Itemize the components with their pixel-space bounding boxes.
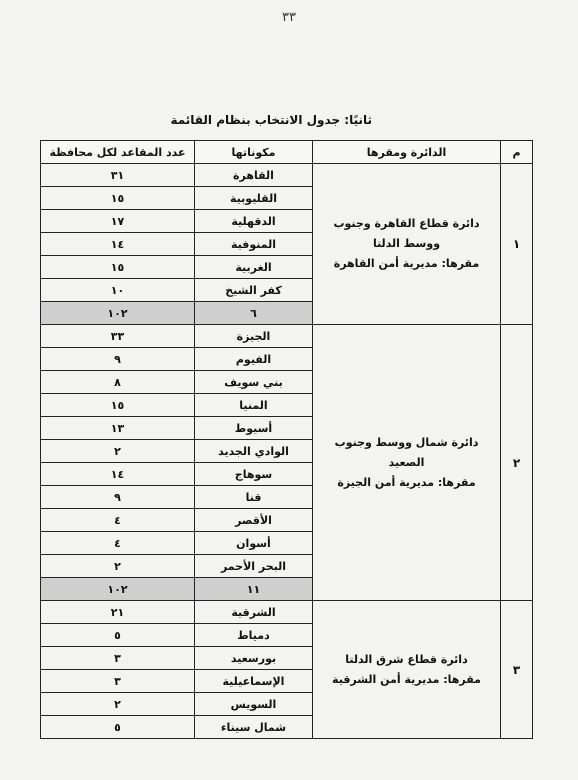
seat-count: ٤ bbox=[41, 509, 195, 532]
seat-count: ٢ bbox=[41, 555, 195, 578]
governorate-name: الوادي الجديد bbox=[195, 440, 313, 463]
seat-count: ٩ bbox=[41, 486, 195, 509]
governorate-name: دمياط bbox=[195, 624, 313, 647]
seat-count: ٣ bbox=[41, 670, 195, 693]
governorate-name: الأقصر bbox=[195, 509, 313, 532]
governorate-name: شمال سيناء bbox=[195, 716, 313, 739]
governorate-name: المنيا bbox=[195, 394, 313, 417]
district-number: ٣ bbox=[501, 601, 533, 739]
seat-count: ٣١ bbox=[41, 164, 195, 187]
header-components: مكوناتها bbox=[195, 141, 313, 164]
election-list-table bbox=[40, 140, 533, 739]
district-number: ١ bbox=[501, 164, 533, 325]
seat-count: ١٣ bbox=[41, 417, 195, 440]
district-number: ٢ bbox=[501, 325, 533, 601]
seat-count: ١٤ bbox=[41, 463, 195, 486]
district-name: دائرة قطاع القاهرة وجنوب ووسط الدلتا bbox=[333, 217, 480, 250]
district-hq: مقرها: مديرية أمن الشرقية bbox=[332, 672, 481, 686]
governorate-name: الفيوم bbox=[195, 348, 313, 371]
governorate-name: أسيوط bbox=[195, 417, 313, 440]
total-seats: ١٠٢ bbox=[41, 302, 195, 325]
total-governorates: ٦ bbox=[195, 302, 313, 325]
governorate-name: الإسماعيلية bbox=[195, 670, 313, 693]
governorate-name: البحر الأحمر bbox=[195, 555, 313, 578]
header-seats: عدد المقاعد لكل محافظة bbox=[41, 141, 195, 164]
seat-count: ٩ bbox=[41, 348, 195, 371]
seat-count: ١٤ bbox=[41, 233, 195, 256]
seat-count: ١٥ bbox=[41, 256, 195, 279]
table-row bbox=[41, 601, 533, 624]
governorate-name: الغربية bbox=[195, 256, 313, 279]
governorate-name: بورسعيد bbox=[195, 647, 313, 670]
header-district: الدائرة ومقرها bbox=[313, 141, 501, 164]
total-governorates: ١١ bbox=[195, 578, 313, 601]
governorate-name: القاهرة bbox=[195, 164, 313, 187]
governorate-name: المنوفية bbox=[195, 233, 313, 256]
governorate-name: سوهاج bbox=[195, 463, 313, 486]
seat-count: ٨ bbox=[41, 371, 195, 394]
table-title: ثانيًا: جدول الانتخاب بنظام القائمة bbox=[170, 113, 372, 127]
governorate-name: قنا bbox=[195, 486, 313, 509]
seat-count: ١٧ bbox=[41, 210, 195, 233]
table-row bbox=[41, 164, 533, 187]
district-cell bbox=[313, 164, 501, 325]
governorate-name: السويس bbox=[195, 693, 313, 716]
seat-count: ١٥ bbox=[41, 187, 195, 210]
table-body bbox=[41, 164, 533, 739]
seat-count: ٢ bbox=[41, 693, 195, 716]
governorate-name: أسوان bbox=[195, 532, 313, 555]
seat-count: ١٠ bbox=[41, 279, 195, 302]
district-hq: مقرها: مديرية أمن الجيزة bbox=[337, 475, 476, 489]
seat-count: ١٥ bbox=[41, 394, 195, 417]
seat-count: ٤ bbox=[41, 532, 195, 555]
district-hq: مقرها: مديرية أمن القاهرة bbox=[333, 257, 480, 270]
district-cell bbox=[313, 601, 501, 739]
header-row bbox=[41, 141, 533, 164]
district-name: دائرة قطاع شرق الدلتا bbox=[345, 652, 468, 666]
seat-count: ٣ bbox=[41, 647, 195, 670]
seat-count: ٥ bbox=[41, 624, 195, 647]
total-seats: ١٠٢ bbox=[41, 578, 195, 601]
governorate-name: بني سويف bbox=[195, 371, 313, 394]
district-name: دائرة شمال ووسط وجنوب الصعيد bbox=[334, 435, 479, 469]
seat-count: ٢١ bbox=[41, 601, 195, 624]
header-num: م bbox=[501, 141, 533, 164]
governorate-name: كفر الشيخ bbox=[195, 279, 313, 302]
district-cell bbox=[313, 325, 501, 601]
seat-count: ٣٣ bbox=[41, 325, 195, 348]
page-number: ٣٣ bbox=[282, 10, 296, 25]
governorate-name: القليوبية bbox=[195, 187, 313, 210]
table-row bbox=[41, 325, 533, 348]
governorate-name: الشرقية bbox=[195, 601, 313, 624]
seat-count: ٢ bbox=[41, 440, 195, 463]
governorate-name: الجيزة bbox=[195, 325, 313, 348]
seat-count: ٥ bbox=[41, 716, 195, 739]
governorate-name: الدقهلية bbox=[195, 210, 313, 233]
